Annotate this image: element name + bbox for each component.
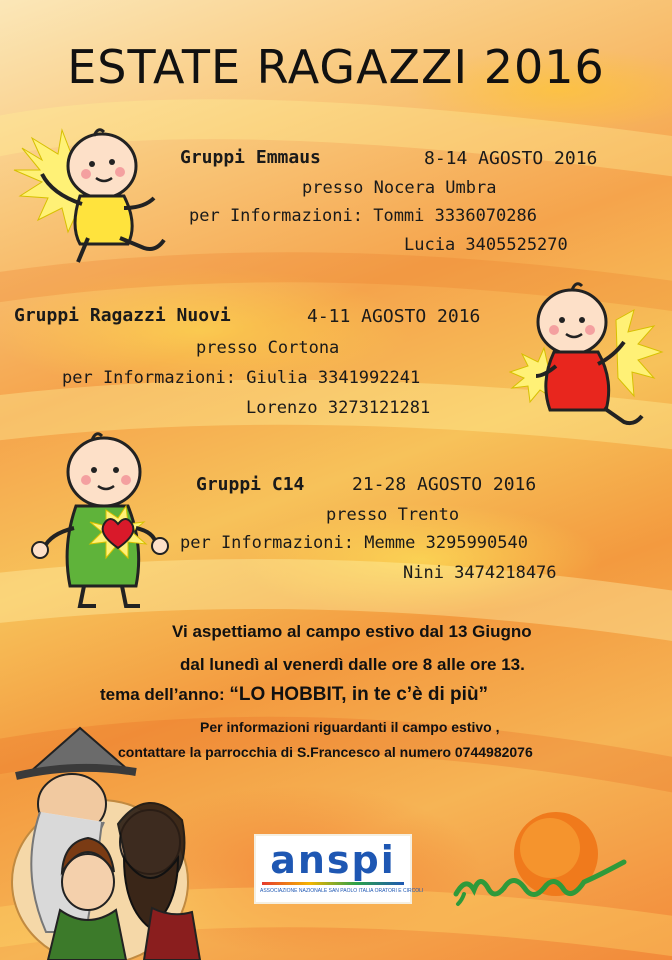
- mes-logo: [446, 808, 656, 924]
- group-name: Gruppi Emmaus: [180, 147, 321, 168]
- theme-title: “LO HOBBIT, in te c’è di più”: [229, 684, 489, 705]
- hobbit-characters-icon: [10, 732, 210, 960]
- theme-label: tema dell’anno:: [100, 685, 230, 704]
- group-dates: 4-11 AGOSTO 2016: [307, 306, 481, 327]
- group-place: presso Nocera Umbra: [302, 178, 497, 198]
- anspi-logo-subtitle: ASSOCIAZIONE NAZIONALE SAN PAOLO ITALIA ORATORI E CIRCOLI: [260, 888, 424, 894]
- notice-line: Per informazioni riguardanti il campo estivo ,: [200, 719, 500, 735]
- group-name: Gruppi C14: [196, 474, 305, 495]
- group-contact: Lorenzo 3273121281: [246, 398, 431, 418]
- anspi-logo-word: anspi: [270, 838, 396, 882]
- group-info: per Informazioni: Memme 3295990540: [180, 533, 528, 553]
- baby-red-icon: [508, 280, 670, 430]
- group-name: Gruppi Ragazzi Nuovi: [14, 305, 231, 326]
- poster-title: ESTATE RAGAZZI 2016: [67, 40, 605, 94]
- notice-line: dal lunedì al venerdì dalle ore 8 alle ore 13.: [180, 655, 525, 674]
- notice-line: Vi aspettiamo al campo estivo dal 13 Giugno: [172, 622, 532, 641]
- baby-green-heart-icon: [22, 428, 174, 614]
- notice-theme-line: [100, 684, 488, 706]
- group-place: presso Trento: [326, 505, 460, 525]
- baby-yellow-icon: [2, 108, 172, 268]
- group-info: per Informazioni: Tommi 3336070286: [189, 206, 537, 226]
- notice-line: contattare la parrocchia di S.Francesco al numero 0744982076: [118, 744, 533, 760]
- anspi-logo-bar: [262, 882, 404, 885]
- anspi-logo: [256, 836, 424, 902]
- group-dates: 21-28 AGOSTO 2016: [352, 474, 537, 495]
- group-info: per Informazioni: Giulia 3341992241: [62, 368, 421, 388]
- group-dates: 8-14 AGOSTO 2016: [424, 148, 598, 169]
- group-contact: Lucia 3405525270: [404, 235, 568, 255]
- group-contact: Nini 3474218476: [403, 563, 557, 583]
- group-place: presso Cortona: [196, 338, 340, 358]
